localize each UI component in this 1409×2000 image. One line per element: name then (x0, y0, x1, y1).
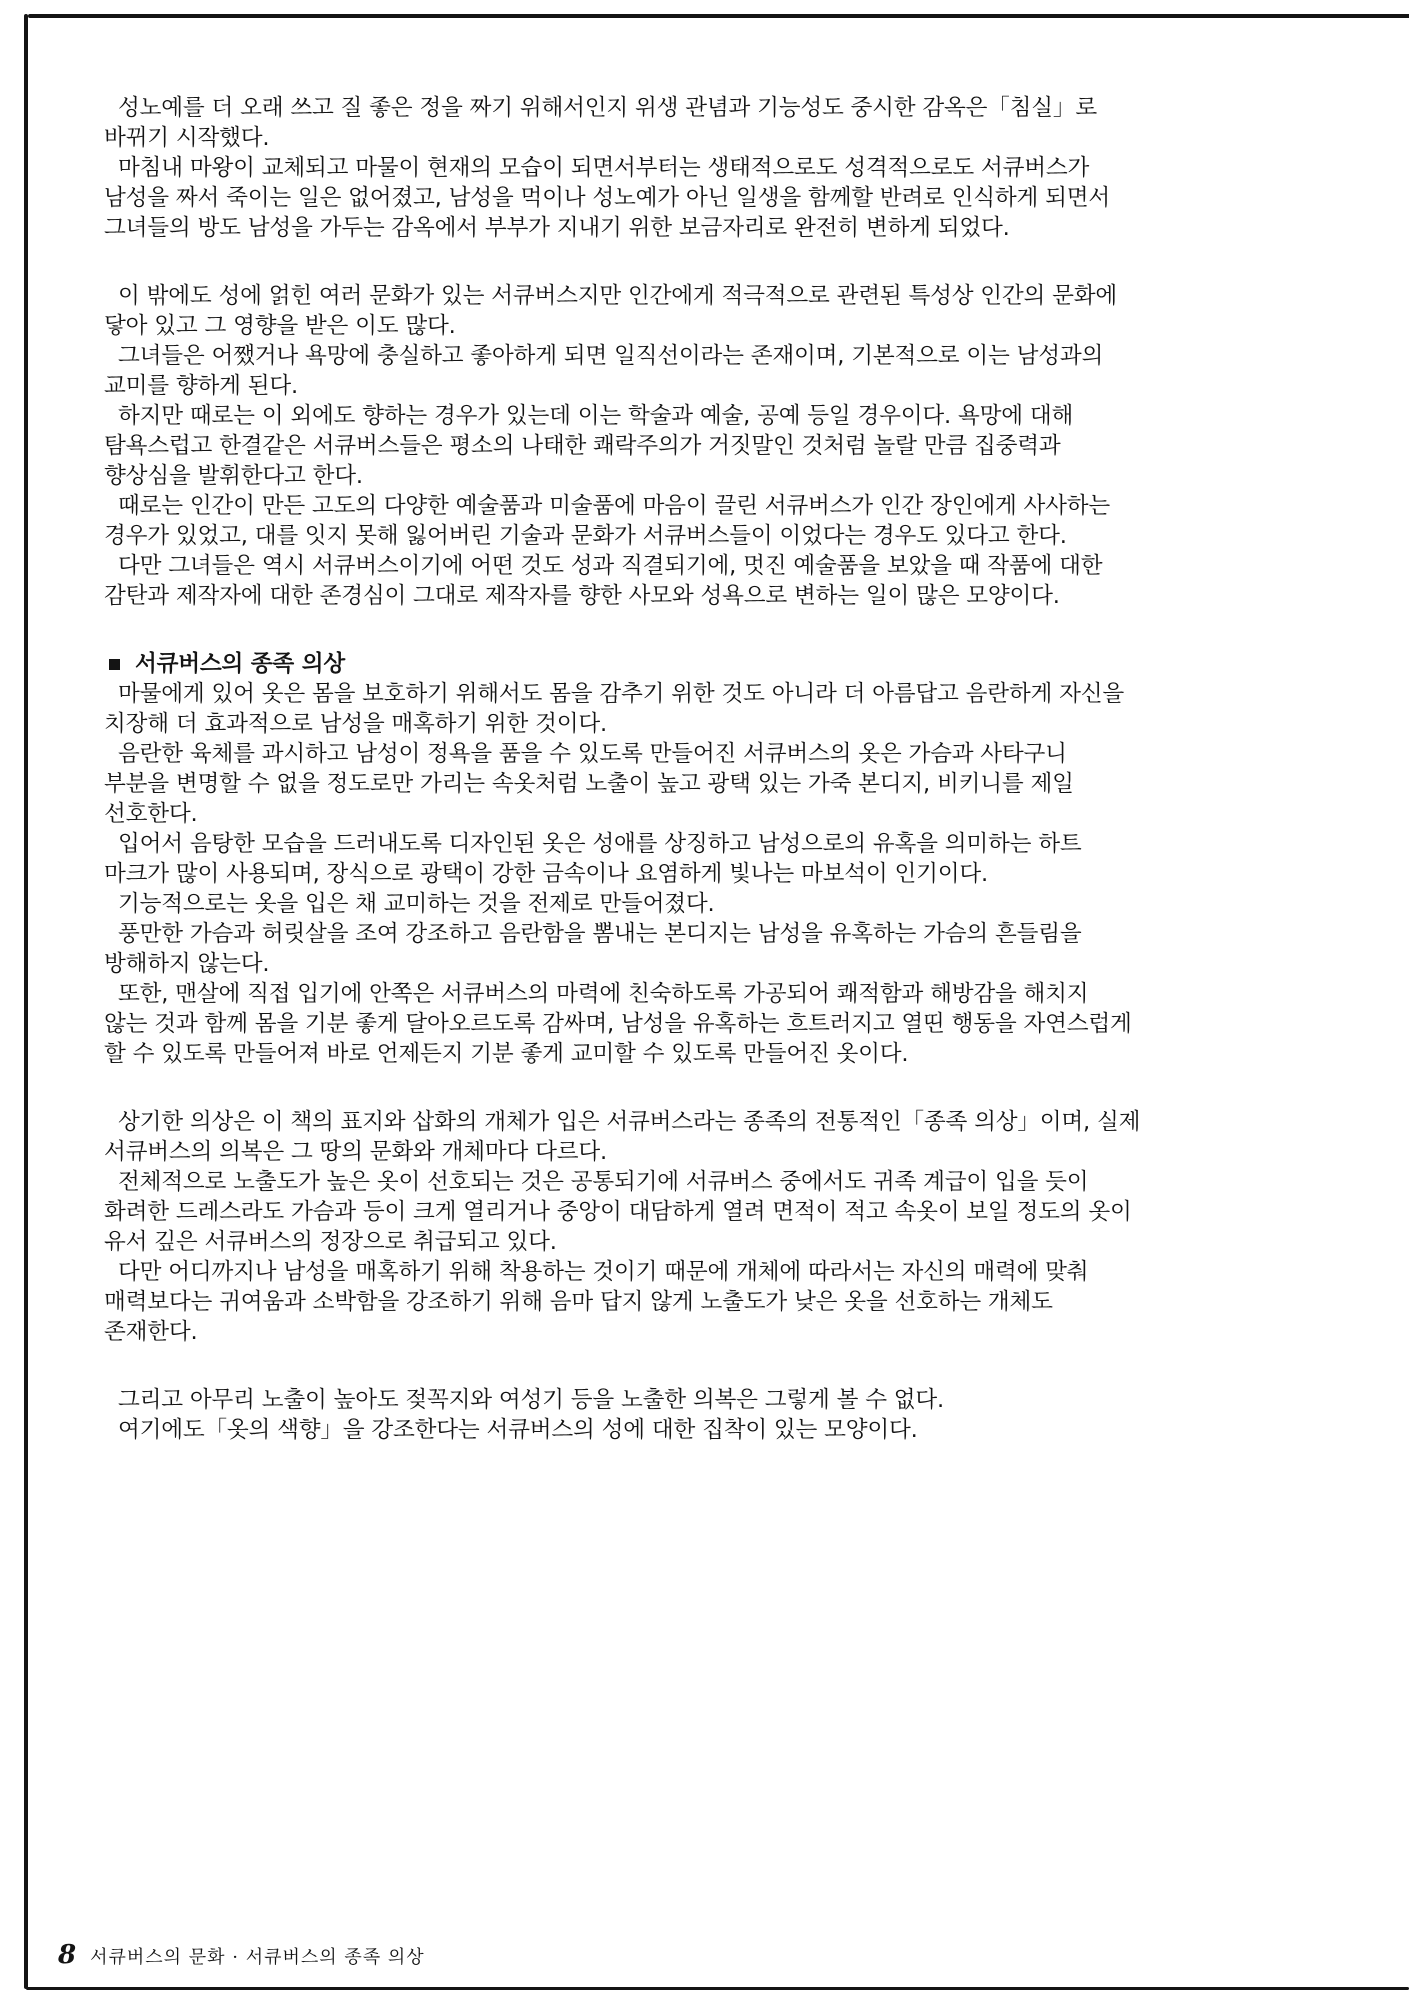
text-line: 다만 그녀들은 역시 서큐버스이기에 어떤 것도 성과 직결되기에, 멋진 예술품을 보았을 때 작품에 대한 (118, 553, 1103, 579)
text-line: 음란한 육체를 과시하고 남성이 정욕을 품을 수 있도록 만들어진 서큐버스의 옷은 가슴과 사타구니 (118, 741, 1067, 767)
section-racial-attire (104, 679, 1209, 1069)
text-line: 다만 어디까지나 남성을 매혹하기 위해 착용하는 것이기 때문에 개체에 따라서는 자신의 매력에 맞춰 (118, 1259, 1089, 1285)
text-line: 치장해 더 효과적으로 남성을 매혹하기 위한 것이다. (104, 711, 608, 737)
page-number: 8 (58, 1940, 77, 1970)
text-line: 않는 것과 함께 몸을 기분 좋게 달아오르도록 감싸며, 남성을 유혹하는 흐트러지고 열띤 행동을 자연스럽게 (104, 1011, 1132, 1037)
text-line: 남성을 짜서 죽이는 일은 없어졌고, 남성을 먹이나 성노예가 아닌 일생을 함께할 반려로 인식하게 되면서 (104, 185, 1111, 211)
text-line: 탐욕스럽고 한결같은 서큐버스들은 평소의 나태한 쾌락주의가 거짓말인 것처럼 놀랄 만큼 집중력과 (104, 433, 1061, 459)
text-line: 또한, 맨살에 직접 입기에 안쪽은 서큐버스의 마력에 친숙하도록 가공되어 쾌적함과 해방감을 해치지 (118, 981, 1089, 1007)
text-line: 향상심을 발휘한다고 한다. (104, 463, 363, 489)
text-line: 유서 깊은 서큐버스의 정장으로 취급되고 있다. (104, 1229, 557, 1255)
page-body (104, 93, 1209, 1445)
running-footer: 서큐버스의 문화 · 서큐버스의 종족 의상 (90, 1947, 425, 1968)
text-line: 입어서 음탕한 모습을 드러내도록 디자인된 옷은 성애를 상징하고 남성으로의 유혹을 의미하는 하트 (118, 831, 1082, 857)
text-line: 상기한 의상은 이 책의 표지와 삽화의 개체가 입은 서큐버스라는 종족의 전통적인「종족 의상」이며, 실제 (118, 1109, 1141, 1135)
text-line: 존재한다. (104, 1319, 198, 1345)
text-line: 그녀들의 방도 남성을 가두는 감옥에서 부부가 지내기 위한 보금자리로 완전히 변하게 되었다. (104, 215, 1010, 241)
text-line: 이 밖에도 성에 얽힌 여러 문화가 있는 서큐버스지만 인간에게 적극적으로 관련된 특성상 인간의 문화에 (118, 283, 1118, 309)
text-line: 감탄과 제작자에 대한 존경심이 그대로 제작자를 향한 사모와 성욕으로 변하는 일이 많은 모양이다. (104, 583, 1060, 609)
text-line: 마물에게 있어 옷은 몸을 보호하기 위해서도 몸을 감추기 위한 것도 아니라 더 아름답고 음란하게 자신을 (118, 681, 1125, 707)
section-heading-text: 서큐버스의 종족 의상 (135, 651, 345, 677)
text-line: 할 수 있도록 만들어져 바로 언제든지 기분 좋게 교미할 수 있도록 만들어진 옷이다. (104, 1041, 909, 1067)
text-line: 방해하지 않는다. (104, 951, 270, 977)
text-line: 하지만 때로는 이 외에도 향하는 경우가 있는데 이는 학술과 예술, 공예 등일 경우이다. 욕망에 대해 (118, 403, 1074, 429)
text-line: 닿아 있고 그 영향을 받은 이도 많다. (104, 313, 456, 339)
page-frame-top (28, 14, 1409, 18)
page-frame-bottom (26, 1987, 1409, 1990)
text-line: 전체적으로 노출도가 높은 옷이 선호되는 것은 공통되기에 서큐버스 중에서도 귀족 계급이 입을 듯이 (118, 1169, 1089, 1195)
text-line: 때로는 인간이 만든 고도의 다양한 예술품과 미술품에 마음이 끌린 서큐버스가 인간 장인에게 사사하는 (118, 493, 1111, 519)
page-footer (58, 1940, 425, 1974)
text-line: 선호한다. (104, 801, 198, 827)
text-line: 마침내 마왕이 교체되고 마물이 현재의 모습이 되면서부터는 생태적으로도 성격적으로도 서큐버스가 (118, 155, 1090, 181)
text-line: 풍만한 가슴과 허릿살을 조여 강조하고 음란함을 뽐내는 본디지는 남성을 유혹하는 가슴의 흔들림을 (118, 921, 1082, 947)
text-line: 화려한 드레스라도 가슴과 등이 크게 열리거나 중앙이 대담하게 열려 면적이 적고 속옷이 보일 정도의 옷이 (104, 1199, 1132, 1225)
square-bullet-icon (109, 659, 120, 670)
text-line: 성노예를 더 오래 쓰고 질 좋은 정을 짜기 위해서인지 위생 관념과 기능성도 중시한 감옥은「침실」로 (118, 95, 1097, 121)
section-bedroom-history (104, 93, 1209, 243)
page-frame-left (24, 14, 28, 1989)
text-line: 마크가 많이 사용되며, 장식으로 광택이 강한 금속이나 요염하게 빛나는 마보석이 인기이다. (104, 861, 988, 887)
text-line: 기능적으로는 옷을 입은 채 교미하는 것을 전제로 만들어졌다. (118, 891, 715, 917)
section-closing (104, 1385, 1209, 1445)
text-line: 서큐버스의 의복은 그 땅의 문화와 개체마다 다르다. (104, 1139, 608, 1165)
text-line: 경우가 있었고, 대를 잇지 못해 잃어버린 기술과 문화가 서큐버스들이 이었다는 경우도 있다고 한다. (104, 523, 1067, 549)
text-line: 교미를 향하게 된다. (104, 373, 298, 399)
text-line: 그리고 아무리 노출이 높아도 젖꼭지와 여성기 등을 노출한 의복은 그렇게 볼 수 없다. (118, 1387, 945, 1413)
text-line: 바뀌기 시작했다. (104, 125, 270, 151)
text-line: 그녀들은 어쨌거나 욕망에 충실하고 좋아하게 되면 일직선이라는 존재이며, 기본적으로 이는 남성과의 (118, 343, 1104, 369)
text-line: 여기에도「옷의 색향」을 강조한다는 서큐버스의 성에 대한 집착이 있는 모양이다. (118, 1417, 918, 1443)
section-attire-variation (104, 1107, 1209, 1347)
text-line: 부분을 변명할 수 없을 정도로만 가리는 속옷처럼 노출이 높고 광택 있는 가죽 본디지, 비키니를 제일 (104, 771, 1074, 797)
section-heading (104, 649, 1209, 679)
text-line: 매력보다는 귀여움과 소박함을 강조하기 위해 음마 답지 않게 노출도가 낮은 옷을 선호하는 개체도 (104, 1289, 1053, 1315)
section-culture (104, 281, 1209, 611)
